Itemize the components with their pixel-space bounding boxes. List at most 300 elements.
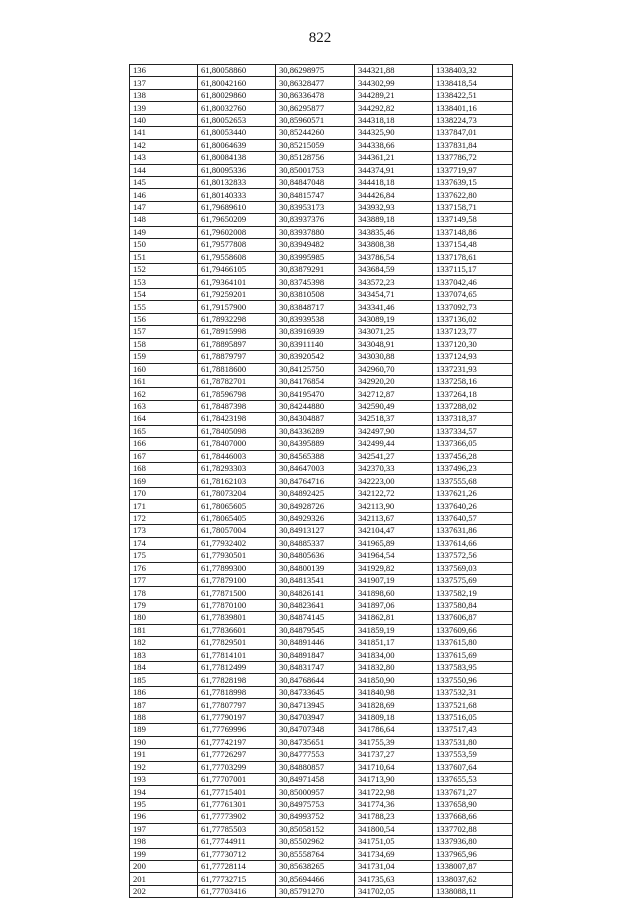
x-coordinate-cell: 341929,82	[355, 562, 433, 574]
point-number-cell: 199	[130, 848, 198, 860]
y-coordinate-cell: 1337655,53	[433, 773, 513, 785]
table-row	[130, 127, 513, 139]
table-row	[130, 226, 513, 238]
table-row	[130, 599, 513, 611]
latitude-cell: 61,77807797	[198, 699, 276, 711]
latitude-cell: 61,77812499	[198, 662, 276, 674]
table-row	[130, 102, 513, 114]
table-row	[130, 674, 513, 686]
y-coordinate-cell: 1337521,68	[433, 699, 513, 711]
y-coordinate-cell: 1337074,65	[433, 288, 513, 300]
x-coordinate-cell: 342712,87	[355, 388, 433, 400]
table-row	[130, 152, 513, 164]
longitude-cell: 30,84847048	[276, 176, 355, 188]
latitude-cell: 61,77829501	[198, 637, 276, 649]
table-row	[130, 475, 513, 487]
longitude-cell: 30,84928726	[276, 500, 355, 512]
y-coordinate-cell: 1337042,46	[433, 276, 513, 288]
longitude-cell: 30,84805636	[276, 550, 355, 562]
y-coordinate-cell: 1337550,96	[433, 674, 513, 686]
longitude-cell: 30,84733645	[276, 686, 355, 698]
table-row	[130, 823, 513, 835]
point-number-cell: 164	[130, 413, 198, 425]
table-row	[130, 773, 513, 785]
latitude-cell: 61,80095336	[198, 164, 276, 176]
y-coordinate-cell: 1337615,69	[433, 649, 513, 661]
x-coordinate-cell: 344418,18	[355, 176, 433, 188]
x-coordinate-cell: 341731,04	[355, 861, 433, 873]
point-number-cell: 138	[130, 89, 198, 101]
latitude-cell: 61,80140333	[198, 189, 276, 201]
point-number-cell: 172	[130, 512, 198, 524]
x-coordinate-cell: 341965,89	[355, 537, 433, 549]
table-row	[130, 500, 513, 512]
x-coordinate-cell: 341786,64	[355, 724, 433, 736]
latitude-cell: 61,78596798	[198, 388, 276, 400]
longitude-cell: 30,83745398	[276, 276, 355, 288]
latitude-cell: 61,78446003	[198, 450, 276, 462]
longitude-cell: 30,83937376	[276, 214, 355, 226]
table-row	[130, 686, 513, 698]
point-number-cell: 153	[130, 276, 198, 288]
point-number-cell: 147	[130, 201, 198, 213]
x-coordinate-cell: 341722,98	[355, 786, 433, 798]
point-number-cell: 177	[130, 574, 198, 586]
longitude-cell: 30,85001753	[276, 164, 355, 176]
longitude-cell: 30,84891446	[276, 637, 355, 649]
longitude-cell: 30,85000957	[276, 786, 355, 798]
latitude-cell: 61,79157900	[198, 301, 276, 313]
longitude-cell: 30,84892425	[276, 487, 355, 499]
x-coordinate-cell: 341735,63	[355, 873, 433, 885]
longitude-cell: 30,84815747	[276, 189, 355, 201]
point-number-cell: 186	[130, 686, 198, 698]
latitude-cell: 61,78895897	[198, 338, 276, 350]
y-coordinate-cell: 1338418,54	[433, 77, 513, 89]
table-row	[130, 798, 513, 810]
table-row	[130, 276, 513, 288]
longitude-cell: 30,83953173	[276, 201, 355, 213]
table-row	[130, 264, 513, 276]
point-number-cell: 152	[130, 264, 198, 276]
y-coordinate-cell: 1337622,80	[433, 189, 513, 201]
table-row	[130, 761, 513, 773]
longitude-cell: 30,86328477	[276, 77, 355, 89]
y-coordinate-cell: 1338224,73	[433, 114, 513, 126]
table-row	[130, 786, 513, 798]
point-number-cell: 175	[130, 550, 198, 562]
y-coordinate-cell: 1337115,17	[433, 264, 513, 276]
x-coordinate-cell: 342920,20	[355, 375, 433, 387]
point-number-cell: 168	[130, 463, 198, 475]
latitude-cell: 61,79259201	[198, 288, 276, 300]
x-coordinate-cell: 341851,17	[355, 637, 433, 649]
table-row	[130, 662, 513, 674]
longitude-cell: 30,84975753	[276, 798, 355, 810]
table-row	[130, 562, 513, 574]
longitude-cell: 30,84885337	[276, 537, 355, 549]
longitude-cell: 30,84768644	[276, 674, 355, 686]
table-row	[130, 749, 513, 761]
latitude-cell: 61,77839801	[198, 612, 276, 624]
latitude-cell: 61,80052653	[198, 114, 276, 126]
y-coordinate-cell: 1337456,28	[433, 450, 513, 462]
table-row	[130, 450, 513, 462]
table-row	[130, 861, 513, 873]
y-coordinate-cell: 1337496,23	[433, 463, 513, 475]
table-row	[130, 201, 513, 213]
point-number-cell: 202	[130, 885, 198, 897]
longitude-cell: 30,84913127	[276, 525, 355, 537]
point-number-cell: 178	[130, 587, 198, 599]
x-coordinate-cell: 341898,60	[355, 587, 433, 599]
x-coordinate-cell: 341788,23	[355, 811, 433, 823]
point-number-cell: 194	[130, 786, 198, 798]
longitude-cell: 30,84565388	[276, 450, 355, 462]
point-number-cell: 170	[130, 487, 198, 499]
x-coordinate-cell: 343786,54	[355, 251, 433, 263]
x-coordinate-cell: 341859,19	[355, 624, 433, 636]
point-number-cell: 140	[130, 114, 198, 126]
y-coordinate-cell: 1337609,66	[433, 624, 513, 636]
y-coordinate-cell: 1337668,66	[433, 811, 513, 823]
x-coordinate-cell: 344321,88	[355, 65, 433, 77]
point-number-cell: 149	[130, 226, 198, 238]
y-coordinate-cell: 1338037,62	[433, 873, 513, 885]
point-number-cell: 156	[130, 313, 198, 325]
point-number-cell: 173	[130, 525, 198, 537]
x-coordinate-cell: 343048,91	[355, 338, 433, 350]
x-coordinate-cell: 341907,19	[355, 574, 433, 586]
y-coordinate-cell: 1337786,72	[433, 152, 513, 164]
table-row	[130, 873, 513, 885]
latitude-cell: 61,77870100	[198, 599, 276, 611]
longitude-cell: 30,84826141	[276, 587, 355, 599]
y-coordinate-cell: 1337572,56	[433, 550, 513, 562]
latitude-cell: 61,78879797	[198, 351, 276, 363]
table-row	[130, 251, 513, 263]
latitude-cell: 61,78065605	[198, 500, 276, 512]
x-coordinate-cell: 342590,49	[355, 400, 433, 412]
longitude-cell: 30,83995985	[276, 251, 355, 263]
longitude-cell: 30,84777553	[276, 749, 355, 761]
y-coordinate-cell: 1338007,87	[433, 861, 513, 873]
longitude-cell: 30,84304887	[276, 413, 355, 425]
x-coordinate-cell: 341964,54	[355, 550, 433, 562]
table-row	[130, 649, 513, 661]
point-number-cell: 141	[130, 127, 198, 139]
y-coordinate-cell: 1337640,26	[433, 500, 513, 512]
latitude-cell: 61,79689610	[198, 201, 276, 213]
point-number-cell: 148	[130, 214, 198, 226]
point-number-cell: 200	[130, 861, 198, 873]
y-coordinate-cell: 1338401,16	[433, 102, 513, 114]
table-row	[130, 338, 513, 350]
point-number-cell: 166	[130, 438, 198, 450]
longitude-cell: 30,85694466	[276, 873, 355, 885]
x-coordinate-cell: 341832,80	[355, 662, 433, 674]
table-row	[130, 363, 513, 375]
point-number-cell: 136	[130, 65, 198, 77]
longitude-cell: 30,84879545	[276, 624, 355, 636]
y-coordinate-cell: 1337702,88	[433, 823, 513, 835]
x-coordinate-cell: 342113,90	[355, 500, 433, 512]
y-coordinate-cell: 1337614,66	[433, 537, 513, 549]
x-coordinate-cell: 341834,00	[355, 649, 433, 661]
table-row	[130, 400, 513, 412]
table-row	[130, 848, 513, 860]
latitude-cell: 61,80053440	[198, 127, 276, 139]
latitude-cell: 61,77726297	[198, 749, 276, 761]
latitude-cell: 61,77715401	[198, 786, 276, 798]
y-coordinate-cell: 1337531,80	[433, 736, 513, 748]
point-number-cell: 142	[130, 139, 198, 151]
longitude-cell: 30,86298975	[276, 65, 355, 77]
x-coordinate-cell: 342499,44	[355, 438, 433, 450]
longitude-cell: 30,83879291	[276, 264, 355, 276]
table-row	[130, 425, 513, 437]
table-row	[130, 164, 513, 176]
table-row	[130, 836, 513, 848]
y-coordinate-cell: 1337318,37	[433, 413, 513, 425]
latitude-cell: 61,77818998	[198, 686, 276, 698]
point-number-cell: 182	[130, 637, 198, 649]
table-row	[130, 176, 513, 188]
longitude-cell: 30,86336478	[276, 89, 355, 101]
longitude-cell: 30,83937880	[276, 226, 355, 238]
longitude-cell: 30,83916939	[276, 326, 355, 338]
x-coordinate-cell: 341840,98	[355, 686, 433, 698]
table-row	[130, 736, 513, 748]
point-number-cell: 188	[130, 711, 198, 723]
point-number-cell: 151	[130, 251, 198, 263]
latitude-cell: 61,80058860	[198, 65, 276, 77]
point-number-cell: 179	[130, 599, 198, 611]
y-coordinate-cell: 1337847,01	[433, 127, 513, 139]
longitude-cell: 30,84993752	[276, 811, 355, 823]
point-number-cell: 193	[130, 773, 198, 785]
table-row	[130, 313, 513, 325]
point-number-cell: 197	[130, 823, 198, 835]
x-coordinate-cell: 343835,46	[355, 226, 433, 238]
y-coordinate-cell: 1337569,03	[433, 562, 513, 574]
x-coordinate-cell: 341710,64	[355, 761, 433, 773]
longitude-cell: 30,84336289	[276, 425, 355, 437]
y-coordinate-cell: 1337120,30	[433, 338, 513, 350]
latitude-cell: 61,77785503	[198, 823, 276, 835]
y-coordinate-cell: 1337658,90	[433, 798, 513, 810]
table-row	[130, 438, 513, 450]
x-coordinate-cell: 344289,21	[355, 89, 433, 101]
longitude-cell: 30,84707348	[276, 724, 355, 736]
latitude-cell: 61,79558608	[198, 251, 276, 263]
table-row	[130, 637, 513, 649]
point-number-cell: 190	[130, 736, 198, 748]
longitude-cell: 30,83911140	[276, 338, 355, 350]
x-coordinate-cell: 344318,18	[355, 114, 433, 126]
y-coordinate-cell: 1337334,57	[433, 425, 513, 437]
point-number-cell: 183	[130, 649, 198, 661]
point-number-cell: 181	[130, 624, 198, 636]
point-number-cell: 165	[130, 425, 198, 437]
y-coordinate-cell: 1337621,26	[433, 487, 513, 499]
y-coordinate-cell: 1338422,51	[433, 89, 513, 101]
latitude-cell: 61,77871500	[198, 587, 276, 599]
table-row	[130, 699, 513, 711]
longitude-cell: 30,84764716	[276, 475, 355, 487]
y-coordinate-cell: 1337264,18	[433, 388, 513, 400]
longitude-cell: 30,85638265	[276, 861, 355, 873]
table-row	[130, 351, 513, 363]
y-coordinate-cell: 1337580,84	[433, 599, 513, 611]
table-row	[130, 77, 513, 89]
x-coordinate-cell: 342113,67	[355, 512, 433, 524]
point-number-cell: 163	[130, 400, 198, 412]
y-coordinate-cell: 1337607,64	[433, 761, 513, 773]
latitude-cell: 61,77732715	[198, 873, 276, 885]
table-row	[130, 487, 513, 499]
table-row	[130, 711, 513, 723]
longitude-cell: 30,85244260	[276, 127, 355, 139]
y-coordinate-cell: 1337639,15	[433, 176, 513, 188]
latitude-cell: 61,77707001	[198, 773, 276, 785]
table-row	[130, 537, 513, 549]
latitude-cell: 61,77930501	[198, 550, 276, 562]
latitude-cell: 61,77790197	[198, 711, 276, 723]
longitude-cell: 30,84971458	[276, 773, 355, 785]
longitude-cell: 30,84880857	[276, 761, 355, 773]
longitude-cell: 30,85558764	[276, 848, 355, 860]
latitude-cell: 61,77769996	[198, 724, 276, 736]
x-coordinate-cell: 341809,18	[355, 711, 433, 723]
longitude-cell: 30,83810508	[276, 288, 355, 300]
point-number-cell: 162	[130, 388, 198, 400]
longitude-cell: 30,84874145	[276, 612, 355, 624]
x-coordinate-cell: 342370,33	[355, 463, 433, 475]
longitude-cell: 30,84176854	[276, 375, 355, 387]
latitude-cell: 61,80029860	[198, 89, 276, 101]
latitude-cell: 61,77742197	[198, 736, 276, 748]
latitude-cell: 61,77703299	[198, 761, 276, 773]
point-number-cell: 139	[130, 102, 198, 114]
point-number-cell: 184	[130, 662, 198, 674]
point-number-cell: 185	[130, 674, 198, 686]
table-row	[130, 65, 513, 77]
latitude-cell: 61,80032760	[198, 102, 276, 114]
y-coordinate-cell: 1338403,32	[433, 65, 513, 77]
x-coordinate-cell: 341800,54	[355, 823, 433, 835]
point-number-cell: 145	[130, 176, 198, 188]
x-coordinate-cell: 343030,88	[355, 351, 433, 363]
x-coordinate-cell: 341737,27	[355, 749, 433, 761]
longitude-cell: 30,84831747	[276, 662, 355, 674]
y-coordinate-cell: 1337631,86	[433, 525, 513, 537]
table-row	[130, 288, 513, 300]
latitude-cell: 61,79466105	[198, 264, 276, 276]
point-number-cell: 154	[130, 288, 198, 300]
longitude-cell: 30,85215059	[276, 139, 355, 151]
table-row	[130, 89, 513, 101]
y-coordinate-cell: 1337671,27	[433, 786, 513, 798]
x-coordinate-cell: 343889,18	[355, 214, 433, 226]
x-coordinate-cell: 341755,39	[355, 736, 433, 748]
x-coordinate-cell: 342960,70	[355, 363, 433, 375]
y-coordinate-cell: 1337288,02	[433, 400, 513, 412]
y-coordinate-cell: 1337555,68	[433, 475, 513, 487]
x-coordinate-cell: 343808,38	[355, 239, 433, 251]
point-number-cell: 158	[130, 338, 198, 350]
point-number-cell: 192	[130, 761, 198, 773]
latitude-cell: 61,78073204	[198, 487, 276, 499]
latitude-cell: 61,80042160	[198, 77, 276, 89]
y-coordinate-cell: 1337258,16	[433, 375, 513, 387]
point-number-cell: 169	[130, 475, 198, 487]
y-coordinate-cell: 1337136,02	[433, 313, 513, 325]
page-number: 822	[308, 30, 332, 46]
point-number-cell: 198	[130, 836, 198, 848]
table-row	[130, 214, 513, 226]
table-row	[130, 375, 513, 387]
point-number-cell: 159	[130, 351, 198, 363]
latitude-cell: 61,77932402	[198, 537, 276, 549]
latitude-cell: 61,78162103	[198, 475, 276, 487]
x-coordinate-cell: 341713,90	[355, 773, 433, 785]
y-coordinate-cell: 1337582,19	[433, 587, 513, 599]
point-number-cell: 161	[130, 375, 198, 387]
latitude-cell: 61,78293303	[198, 463, 276, 475]
point-number-cell: 195	[130, 798, 198, 810]
x-coordinate-cell: 343071,25	[355, 326, 433, 338]
y-coordinate-cell: 1337092,73	[433, 301, 513, 313]
longitude-cell: 30,85502962	[276, 836, 355, 848]
latitude-cell: 61,80132833	[198, 176, 276, 188]
longitude-cell: 30,84813541	[276, 574, 355, 586]
y-coordinate-cell: 1337154,48	[433, 239, 513, 251]
longitude-cell: 30,83920542	[276, 351, 355, 363]
longitude-cell: 30,85791270	[276, 885, 355, 897]
x-coordinate-cell: 342541,27	[355, 450, 433, 462]
y-coordinate-cell: 1337516,05	[433, 711, 513, 723]
longitude-cell: 30,84125750	[276, 363, 355, 375]
table-row	[130, 512, 513, 524]
table-row	[130, 612, 513, 624]
point-number-cell: 201	[130, 873, 198, 885]
longitude-cell: 30,84395889	[276, 438, 355, 450]
y-coordinate-cell: 1337366,05	[433, 438, 513, 450]
latitude-cell: 61,80084138	[198, 152, 276, 164]
y-coordinate-cell: 1337965,96	[433, 848, 513, 860]
y-coordinate-cell: 1337936,80	[433, 836, 513, 848]
x-coordinate-cell: 343341,46	[355, 301, 433, 313]
y-coordinate-cell: 1337532,31	[433, 686, 513, 698]
x-coordinate-cell: 343932,93	[355, 201, 433, 213]
x-coordinate-cell: 344325,90	[355, 127, 433, 139]
coordinates-table	[129, 64, 513, 898]
table-row	[130, 624, 513, 636]
y-coordinate-cell: 1337158,71	[433, 201, 513, 213]
x-coordinate-cell: 343454,71	[355, 288, 433, 300]
y-coordinate-cell: 1337606,87	[433, 612, 513, 624]
point-number-cell: 150	[130, 239, 198, 251]
x-coordinate-cell: 344374,91	[355, 164, 433, 176]
latitude-cell: 61,77814101	[198, 649, 276, 661]
point-number-cell: 137	[130, 77, 198, 89]
table-row	[130, 189, 513, 201]
x-coordinate-cell: 342518,37	[355, 413, 433, 425]
longitude-cell: 30,83949482	[276, 239, 355, 251]
latitude-cell: 61,77879100	[198, 574, 276, 586]
y-coordinate-cell: 1337124,93	[433, 351, 513, 363]
